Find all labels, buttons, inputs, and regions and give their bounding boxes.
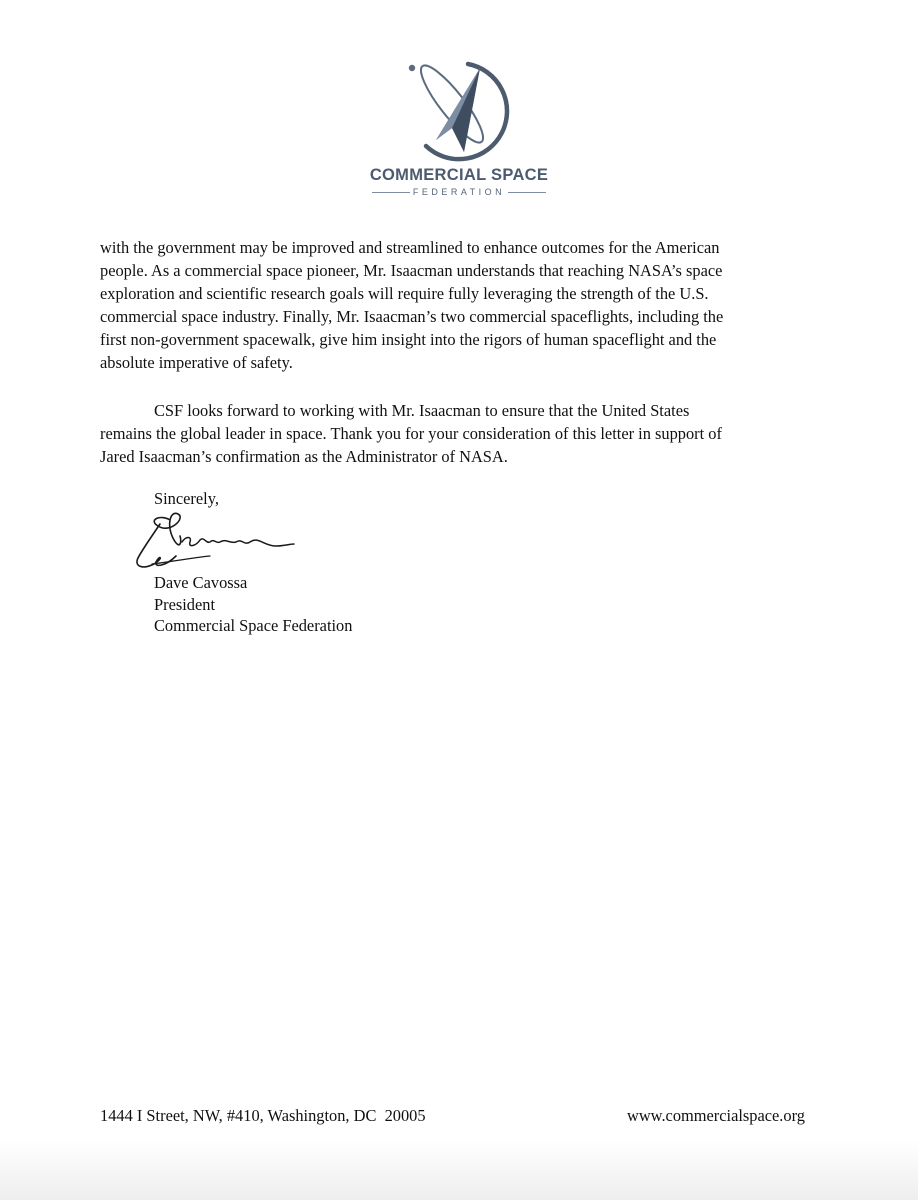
- signer-organization: Commercial Space Federation: [154, 616, 353, 635]
- signer-title: President: [154, 594, 216, 614]
- signature-block: [154, 572, 352, 637]
- paragraph-line: CSF looks forward to working with Mr. Isaacman to ensure that the United States: [154, 401, 690, 420]
- body-paragraph-1: [100, 236, 830, 374]
- paragraph-line: with the government may be improved and streamlined to enhance outcomes for the American: [100, 238, 720, 257]
- footer-address: 1444 I Street, NW, #410, Washington, DC 20005: [100, 1106, 426, 1125]
- paragraph-line: absolute imperative of safety.: [100, 353, 293, 372]
- subtitle-divider-right: [508, 192, 546, 193]
- org-subtitle: FEDERATION: [412, 187, 506, 197]
- signer-name: Dave Cavossa: [154, 573, 248, 592]
- paragraph-line: remains the global leader in space. Thank you for your consideration of this letter in support of: [100, 424, 722, 443]
- paragraph-line: exploration and scientific research goals will require fully leveraging the strength of the U.S.: [100, 284, 709, 303]
- letterhead-logo: [366, 58, 552, 198]
- rocket-orbit-logo-icon: [406, 58, 514, 166]
- footer-website: www.commercialspace.org: [627, 1106, 805, 1125]
- org-subtitle-row: [366, 186, 552, 198]
- paragraph-line: people. As a commercial space pioneer, Mr. Isaacman understands that reaching NASA’s space: [100, 261, 723, 280]
- paragraph-line: first non-government spacewalk, give him insight into the rigors of human spaceflight and the: [100, 330, 717, 349]
- org-name: COMMERCIAL SPACE: [369, 166, 549, 184]
- paragraph-line: Jared Isaacman’s confirmation as the Administrator of NASA.: [100, 447, 508, 466]
- page-bottom-shadow: [0, 1140, 918, 1200]
- paragraph-line: commercial space industry. Finally, Mr. Isaacman’s two commercial spaceflights, including the: [100, 307, 724, 326]
- handwritten-signature-icon: [130, 506, 300, 576]
- valediction: Sincerely,: [154, 489, 219, 508]
- body-paragraph-2: [100, 399, 830, 468]
